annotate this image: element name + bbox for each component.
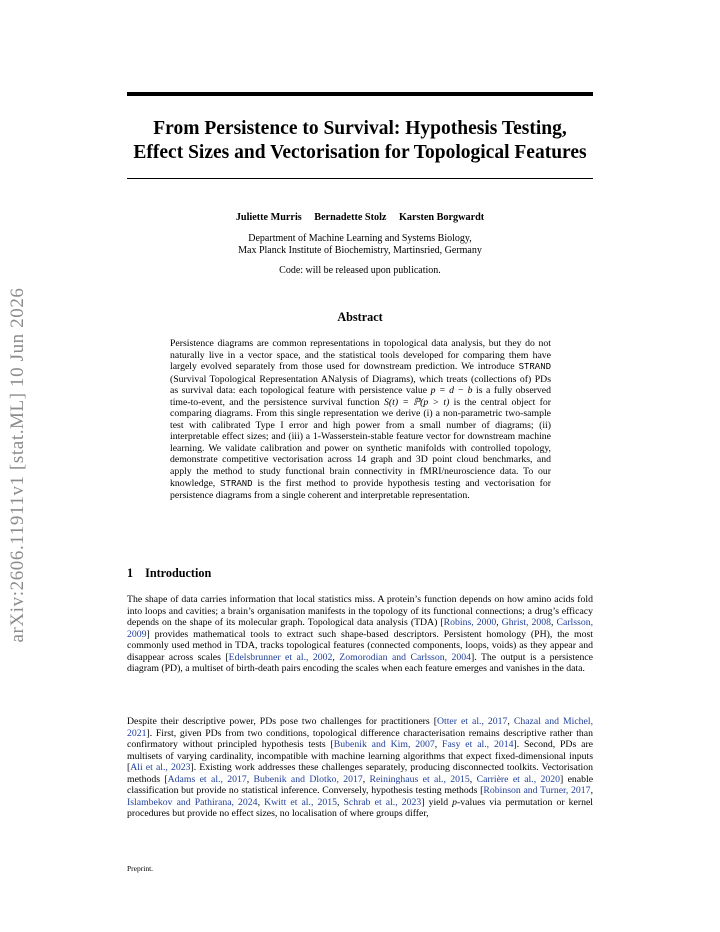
body-text: ,: [434, 739, 443, 751]
title-line-1: From Persistence to Survival: Hypothesis Testing,: [153, 118, 567, 139]
citation-link[interactable]: Schrab et al., 2023: [343, 796, 422, 808]
footer-note: Preprint.: [127, 864, 154, 873]
intro-paragraph-1: [127, 594, 593, 675]
intro-paragraph-2: [127, 716, 593, 820]
body-text: ,: [257, 796, 265, 808]
citation-link[interactable]: Ali et al., 2023: [130, 762, 191, 774]
body-text: ] enable classification but provide no statistical inference. Conversely, hypothesis testing methods [: [127, 773, 594, 797]
author-name: Bernadette Stolz: [314, 212, 387, 223]
citation-link[interactable]: Reininghaus et al., 2015: [369, 773, 470, 785]
body-text: ,: [507, 716, 514, 727]
citation-link[interactable]: Robinson and Turner, 2017: [483, 785, 591, 797]
citation-link[interactable]: Fasy et al., 2014: [442, 739, 514, 751]
math-inline: p = d − b: [430, 385, 473, 397]
paper-title: [110, 117, 610, 165]
body-text: ,: [332, 651, 340, 663]
body-text: ]. Second, PDs are multisets of varying cardinality, incompatible with machine learning algorithms that expect fixed-dimensional inputs [: [127, 739, 594, 774]
citation-link[interactable]: Adams et al., 2017: [167, 773, 247, 785]
affiliation: [127, 233, 593, 258]
body-text: ,: [496, 617, 502, 629]
affiliation-line-1: Department of Machine Learning and Systems Biology,: [248, 233, 472, 244]
author-list: [127, 212, 593, 223]
citation-link[interactable]: Carlsson, 2009: [127, 617, 594, 640]
code-note: Code: will be released upon publication.: [279, 265, 441, 276]
body-text: ]. First, given PDs from two conditions, topological difference characterisation remains descriptive rather than confirmatory without principled hypothesis tests [: [127, 727, 593, 751]
citation-link[interactable]: Ghrist, 2008: [501, 617, 551, 629]
method-name: STRAND: [220, 478, 253, 489]
citation-link[interactable]: Chazal and Michel, 2021: [127, 716, 594, 739]
body-text: ,: [551, 617, 557, 629]
citation-link[interactable]: Zomorodian and Carlsson, 2004: [339, 651, 471, 663]
affiliation-line-2: Max Planck Institute of Biochemistry, Martinsried, Germany: [238, 245, 482, 257]
body-text: ] provides mathematical tools to extract such shape-based descriptors. Persistent homology (PH), the most commonly used method in TDA, tracks topological features (connected components, loops, voids) as they appear and disappear across scales [: [127, 628, 593, 663]
body-text: ]. Existing work addresses these challenges separately, producing disconnected toolkits. Vectorisation methods [: [127, 762, 593, 785]
body-text: ]. The output is a persistence diagram (PD), a multiset of birth-death pairs encoding the scales when each feature emerges and vanishes in the data.: [127, 651, 593, 675]
citation-link[interactable]: Robins, 2000: [443, 617, 497, 629]
section-heading: [127, 566, 211, 581]
section-title: Introduction: [145, 566, 212, 580]
citation-link[interactable]: Islambekov and Pathirana, 2024: [127, 796, 258, 808]
body-text: Despite their descriptive power, PDs pose two challenges for practitioners [: [127, 716, 437, 727]
body-text: ,: [246, 773, 254, 785]
citation-link[interactable]: Kwitt et al., 2015: [264, 796, 337, 808]
citation-link[interactable]: Otter et al., 2017: [436, 716, 508, 727]
citation-link[interactable]: Bubenik and Kim, 2007: [333, 739, 435, 751]
author-name: Juliette Murris: [235, 212, 302, 223]
title-rule-top: [127, 92, 593, 96]
abstract-heading: Abstract: [337, 310, 383, 324]
body-text: -values via permutation or kernel procedures but provide no effect sizes, no localisation of where groups differ,: [127, 796, 593, 820]
body-text: ,: [336, 796, 344, 808]
body-text: The shape of data carries information that local statistics miss. A protein’s function depends on how amino acids fold into loops and cavities; a brain’s organisation manifests in the topology of its functional connections; a drug’s efficacy depends on the shape of its molecular graph. Topological data analysis (TDA) [: [127, 594, 593, 629]
abstract-text: Persistence diagrams are common representations in topological data analysis, but they do not naturally live in a vector space, and the statistical tools developed for comparing them have largely evolved separately from those used for downstream prediction. We introduce STRAND (Survival Topological Representation ANalysis of Diagrams), which treats (collections of) PDs as survival data: each topological feature with persistence value p = d − b is a fully observed time-to-event, and the persistence survival function S(t) = ℙ(p > t) is the central object for comparing diagrams. From this single representation we derive (i) a non-parametric two-sample test with calibrated Type I error and high power from a small number of diagrams; (ii) interpretable effect sizes; and (iii) a 1-Wasserstein-stable feature vector for downstream machine learning. We validate calibration and power on synthetic manifolds with controlled topology, demonstrate competitive vectorisation across 14 graph and 3D point cloud benchmarks, and apply the method to study functional brain connectivity in fMRI/neuroscience data. To our knowledge, STRAND is the first method to provide hypothesis testing and vectorisation for persistence diagrams from a single coherent and interpretable representation.: [170, 338, 552, 502]
citation-link[interactable]: Edelsbrunner et al., 2002: [228, 651, 333, 663]
title-rule-bottom: [127, 178, 593, 179]
math-inline: S(t) = ℙ(p > t): [383, 396, 450, 408]
body-text: ,: [362, 773, 370, 785]
method-name: STRAND: [518, 362, 551, 373]
body-text: ] yield: [421, 796, 453, 808]
citation-link[interactable]: Carrière et al., 2020: [476, 773, 560, 785]
author-name: Karsten Borgwardt: [399, 212, 485, 223]
body-text: ,: [590, 785, 593, 797]
body-text: ,: [469, 773, 477, 785]
math-inline: p: [452, 796, 458, 808]
title-line-2: Effect Sizes and Vectorisation for Topological Features: [133, 142, 587, 163]
citation-link[interactable]: Bubenik and Dlotko, 2017: [253, 773, 363, 785]
section-number: 1: [127, 566, 134, 580]
